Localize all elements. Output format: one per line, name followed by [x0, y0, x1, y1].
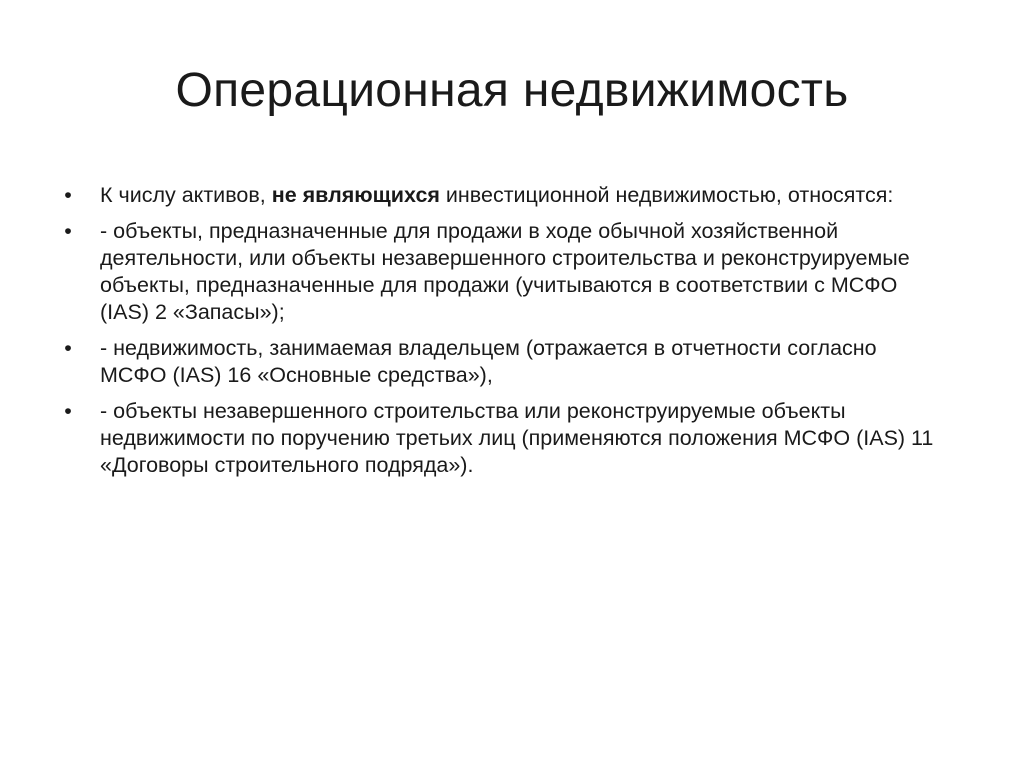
slide-title: Операционная недвижимость	[175, 64, 849, 117]
bullet-text: - недвижимость, занимаемая владельцем (отражается в отчетности согласно МСФО (IAS) 16 «Основные средства»),	[100, 336, 877, 387]
bullet-item	[58, 335, 938, 389]
bullet-text-tail: инвестиционной недвижимостью, относятся:	[439, 183, 894, 207]
bullet-item	[58, 182, 938, 209]
bullet-dot-icon: •	[64, 399, 72, 423]
bullet-list	[58, 182, 938, 488]
bullet-dot-icon: •	[64, 336, 72, 360]
bullet-text: - объекты, предназначенные для продажи в ходе обычной хозяйственной деятельности, или объекты незавершенного строительства и реконструируемые объекты, предназначенные для продажи (учитываются в соответствии с МСФО (IAS) 2 «Запасы»);	[100, 219, 910, 324]
bullet-text-emphasis: не являющихся	[271, 183, 440, 207]
bullet-text: - объекты незавершенного строительства или реконструируемые объекты недвижимости по поручению третьих лиц (применяются положения МСФО (IAS) 11 «Договоры строительного подряда»).	[100, 399, 934, 477]
bullet-dot-icon: •	[64, 183, 72, 207]
bullet-item	[58, 398, 938, 479]
bullet-item	[58, 218, 938, 326]
bullet-dot-icon: •	[64, 219, 72, 243]
bullet-text-lead: К числу активов,	[100, 183, 272, 207]
